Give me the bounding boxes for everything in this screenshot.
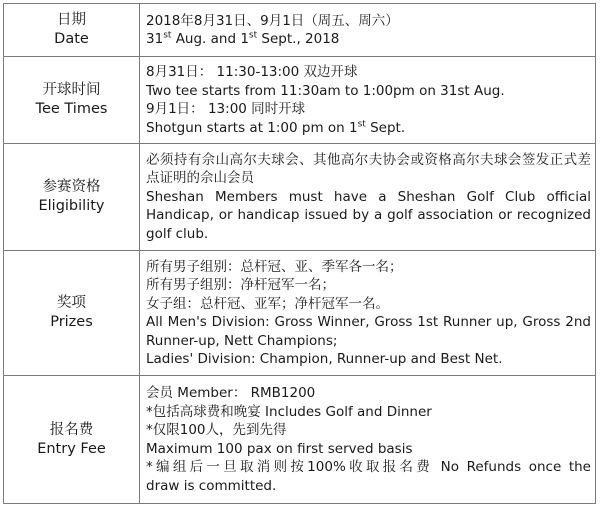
eligibility-cn: 必须持有佘山高尔夫球会、其他高尔夫协会或资格高尔夫球会签发正式差点证明的佘山会员 bbox=[146, 151, 591, 187]
row-eligibility bbox=[4, 144, 596, 251]
label-entry-fee bbox=[4, 376, 140, 504]
date-cn: 2018年8月31日、9月1日（周五、周六） bbox=[146, 12, 399, 29]
eligibility-en: Sheshan Members must have a Sheshan Golf Club official Handicap, or handicap issued by a golf association or recognized golf club. bbox=[146, 188, 591, 242]
label-eligibility-cn: 参赛资格 bbox=[42, 179, 101, 195]
entry-fee-includes: *包括高球费和晚宴 Includes Golf and Dinner bbox=[146, 403, 432, 420]
prizes-men-nett-cn: 所有男子组别：净杆冠军一名； bbox=[146, 277, 335, 293]
label-date bbox=[4, 4, 140, 57]
entry-fee-member: 会员 Member： RMB1200 bbox=[146, 385, 316, 401]
tee-times-day1-en: Two tee starts from 11:30am to 1:00pm on 31st Aug. bbox=[146, 82, 505, 99]
row-prizes bbox=[4, 251, 596, 376]
label-tee-times-cn: 开球时间 bbox=[42, 82, 101, 98]
label-eligibility-en: Eligibility bbox=[38, 198, 105, 214]
label-tee-times bbox=[4, 57, 140, 144]
value-entry-fee bbox=[140, 376, 596, 504]
row-tee-times bbox=[4, 57, 596, 144]
row-entry-fee bbox=[4, 376, 596, 504]
label-date-cn: 日期 bbox=[57, 12, 86, 28]
label-entry-fee-en: Entry Fee bbox=[37, 440, 106, 457]
prizes-ladies-cn: 女子组：总杆冠、亚军；净杆冠军一名。 bbox=[146, 295, 389, 312]
label-prizes-cn: 奖项 bbox=[57, 295, 86, 311]
entry-fee-limit-cn: *仅限100人，先到先得 bbox=[146, 422, 287, 438]
entry-fee-limit-en: Maximum 100 pax on first served basis bbox=[146, 440, 413, 457]
value-tee-times bbox=[140, 57, 596, 144]
label-prizes-en: Prizes bbox=[50, 314, 93, 330]
tee-times-day2-en: Shotgun starts at 1:00 pm on 1st Sept. bbox=[146, 119, 406, 136]
prizes-ladies-en: Ladies' Division: Champion, Runner-up and Best Net. bbox=[146, 351, 503, 367]
tee-times-day2-cn: 9月1日： 13:00 同时开球 bbox=[146, 101, 306, 117]
tee-times-day1-cn: 8月31日： 11:30-13:00 双边开球 bbox=[146, 64, 358, 80]
label-eligibility bbox=[4, 144, 140, 251]
prizes-men-gross-cn: 所有男子组别：总杆冠、亚、季军各一名； bbox=[146, 258, 403, 275]
entry-fee-refund: *编组后一旦取消则按100%收取报名费 No Refunds once the bbox=[146, 459, 591, 475]
event-info-table bbox=[3, 3, 596, 504]
date-en: 31st Aug. and 1st Sept., 2018 bbox=[146, 30, 340, 47]
value-prizes bbox=[140, 251, 596, 376]
entry-fee-refund-cont: draw is committed. bbox=[146, 477, 277, 494]
value-eligibility bbox=[140, 144, 596, 251]
row-date bbox=[4, 4, 596, 57]
value-date bbox=[140, 4, 596, 57]
label-date-en: Date bbox=[54, 31, 89, 47]
label-tee-times-en: Tee Times bbox=[35, 101, 108, 117]
label-prizes bbox=[4, 251, 140, 376]
label-entry-fee-cn: 报名费 bbox=[49, 421, 94, 438]
prizes-men-en: All Men's Division: Gross Winner, Gross 1st Runner up, Gross 2nd Runner-up, Nett Champions; bbox=[146, 314, 591, 349]
